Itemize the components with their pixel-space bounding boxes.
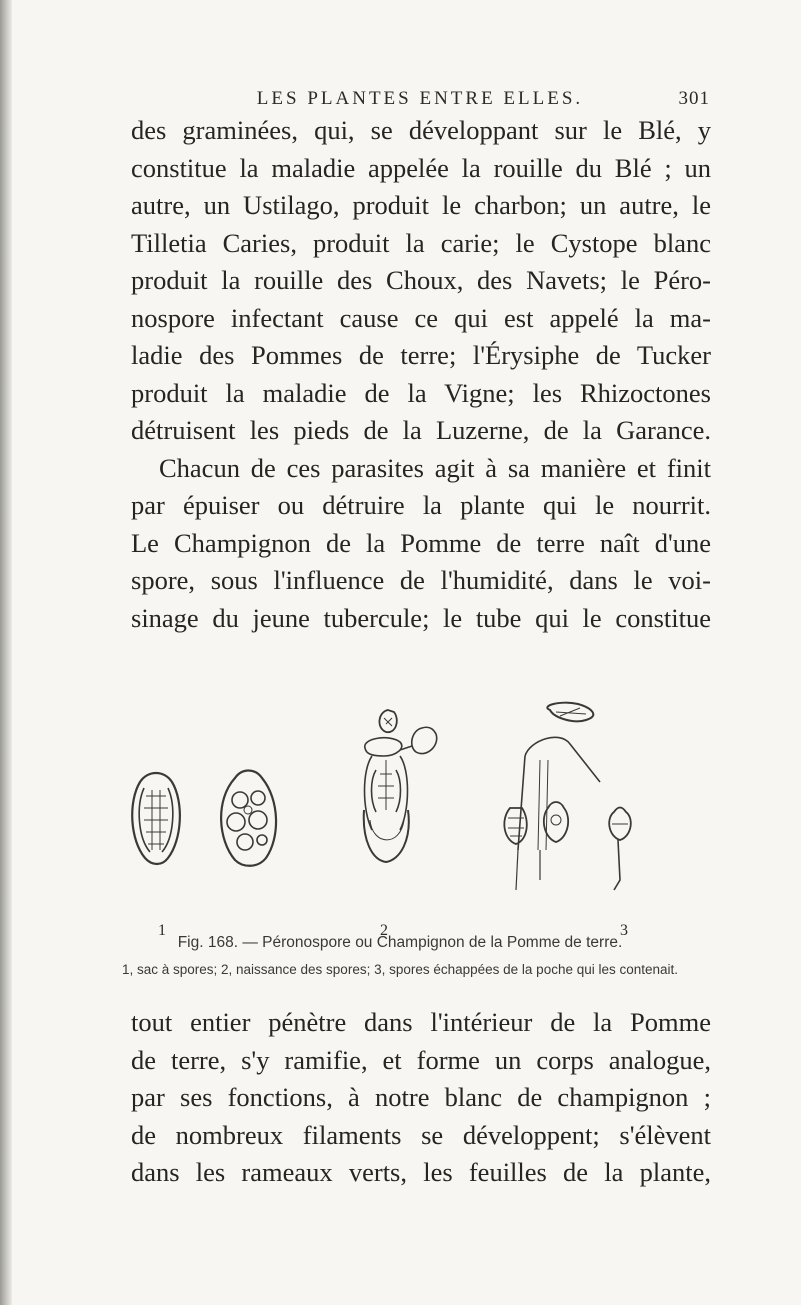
text-line: ladie des Pommes de terre; l'Érysiphe de Tucker bbox=[131, 340, 711, 370]
figure-peronospore bbox=[100, 700, 700, 939]
paragraph-bottom bbox=[131, 1004, 711, 1192]
paragraph-top bbox=[131, 112, 711, 637]
text-line: produit la rouille des Choux, des Navets; le Péro- bbox=[131, 265, 711, 295]
text-line: par épuiser ou détruire la plante qui le nourrit. bbox=[131, 490, 711, 520]
text-line: de terre, s'y ramifie, et forme un corps analogue, bbox=[131, 1044, 711, 1075]
text-line: spore, sous l'influence de l'humidité, dans le voi- bbox=[131, 565, 711, 595]
figure-number-3: 3 bbox=[620, 922, 628, 939]
spore-birth-illustration bbox=[364, 710, 437, 862]
spore-sac-illustration bbox=[132, 773, 180, 864]
figure-legend: 1, sac à spores; 2, naissance des spores; 3, spores échappées de la poche qui les contenait. bbox=[121, 962, 679, 977]
running-title: LES PLANTES ENTRE ELLES. bbox=[256, 88, 584, 109]
text-line: par ses fonctions, à notre blanc de champignon ; bbox=[131, 1082, 711, 1112]
text-line: produit la maladie de la Vigne; les Rhizoctones bbox=[131, 377, 711, 408]
figure-number-1: 1 bbox=[158, 922, 166, 939]
text-line: Le Champignon de la Pomme de terre naît d'une bbox=[131, 527, 711, 558]
text-line: autre, un Ustilago, produit le charbon; un autre, le bbox=[131, 190, 711, 220]
figure-caption: Fig. 168. — Péronospore ou Champignon de la Pomme de terre. bbox=[177, 934, 623, 951]
spore-sac-illustration bbox=[221, 771, 276, 866]
text-line: Chacun de ces parasites agit à sa manière et finit bbox=[159, 452, 711, 483]
text-line: détruisent les pieds de la Luzerne, de la Garance. bbox=[131, 415, 711, 445]
text-line: nospore infectant cause ce qui est appelé la ma- bbox=[131, 302, 711, 333]
escaped-spores-illustration bbox=[504, 703, 630, 890]
text-line: Tilletia Caries, produit la carie; le Cystope blanc bbox=[131, 227, 711, 258]
text-line: des graminées, qui, se développant sur le Blé, y bbox=[131, 115, 711, 145]
text-line: dans les rameaux verts, les feuilles de la plante, bbox=[131, 1157, 711, 1187]
page-number: 301 bbox=[678, 88, 710, 109]
text-line: tout entier pénètre dans l'intérieur de la Pomme bbox=[131, 1007, 711, 1037]
text-line: sinage du jeune tubercule; le tube qui le constitue bbox=[131, 602, 711, 633]
figure-illustration bbox=[100, 700, 700, 920]
text-line: constitue la maladie appelée la rouille du Blé ; un bbox=[131, 152, 711, 183]
figure-number-2: 2 bbox=[380, 922, 388, 939]
text-line: de nombreux filaments se développent; s'élèvent bbox=[131, 1119, 711, 1150]
